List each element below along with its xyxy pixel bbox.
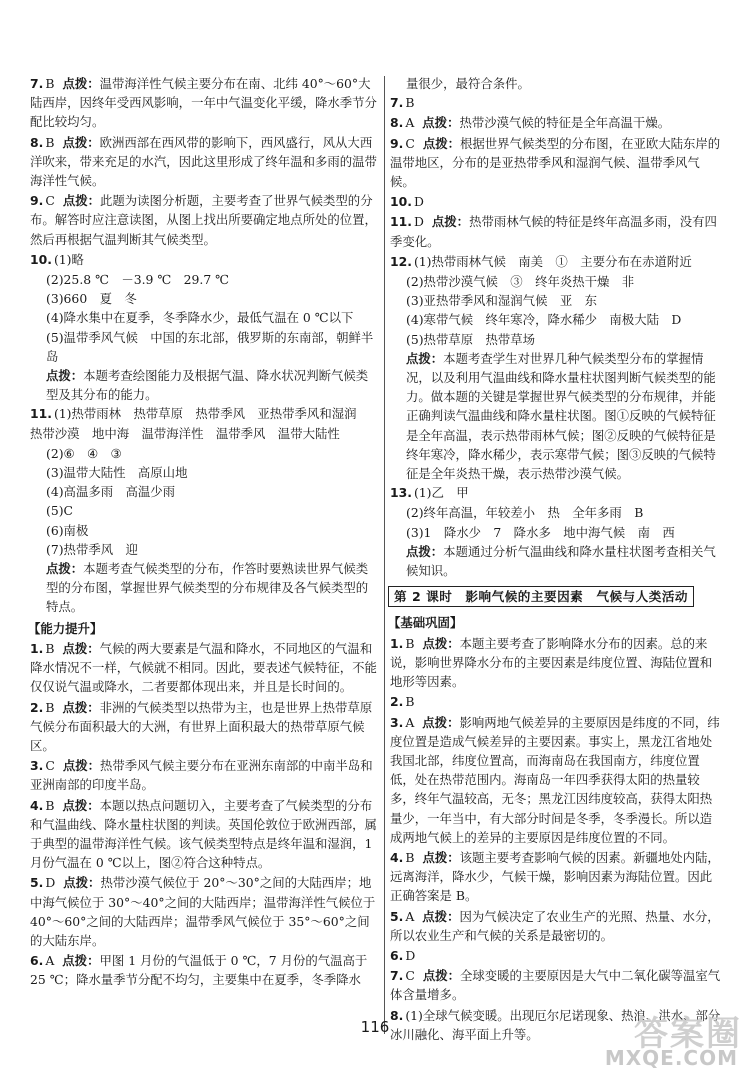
hint-label: 点拨：	[62, 758, 100, 774]
hint-label: 点拨：	[62, 797, 100, 813]
question-number: 3.	[30, 758, 44, 774]
question-number: 3.	[390, 714, 404, 730]
question-number: 13.	[390, 485, 412, 501]
answer-item	[30, 404, 378, 442]
page-number: 116	[360, 1018, 390, 1036]
question-number: 7.	[390, 968, 404, 984]
sub-answer: (5)热带草原 热带草场	[406, 331, 536, 347]
question-number: 5.	[390, 908, 404, 924]
hint-paragraph	[390, 542, 724, 580]
question-number: 1.	[30, 640, 44, 656]
question-number: 6.	[390, 947, 404, 963]
answer-item	[390, 192, 724, 211]
question-number: 10.	[390, 194, 412, 210]
answer-item	[390, 634, 724, 692]
answer-item	[30, 133, 378, 191]
answer-choice: D	[45, 875, 56, 891]
explanation-text: 甲图 1 月份的气温低于 0 ℃，7 月份的气温高于 25 ℃；降水量季节分配不均匀，主要集中在夏季，冬季降水	[30, 953, 368, 988]
hint-label: 点拨：	[62, 134, 100, 150]
question-number: 8.	[390, 1007, 404, 1023]
question-number: 11.	[30, 406, 52, 422]
answer-choice: C	[405, 135, 415, 151]
hint-label: 点拨：	[63, 875, 101, 891]
answer-choice: D	[413, 194, 424, 210]
answer-choice: A	[405, 115, 415, 131]
answer-choice: B	[405, 849, 415, 865]
answer-choice: A	[405, 908, 415, 924]
hint-label: 点拨：	[422, 714, 460, 730]
answer-choice: B	[45, 640, 55, 656]
question-number: 12.	[390, 253, 412, 269]
sub-answer: (2)热带沙漠气候 ③ 终年炎热干燥 非	[406, 274, 635, 290]
hint-label: 点拨：	[62, 76, 100, 91]
explanation-text: 热带沙漠气候位于 20°～30°之间的大陆西岸；地中海气候位于 30°～40°之间的大陆西岸；温带海洋性气候位于 40°～60°之间的大陆西岸；温带季风气候位于 35°～60°之间的大陆东岸。	[30, 875, 376, 948]
answer-item	[30, 756, 378, 794]
hint-label: 点拨：	[62, 699, 100, 715]
hint-label: 点拨：	[422, 968, 460, 984]
question-number: 5.	[30, 875, 44, 891]
question-number: 8.	[390, 115, 404, 131]
explanation-text: 本题通过分析气温曲线和降水量柱状图考查相关气候知识。	[406, 543, 716, 579]
explanation-text: 热带雨林气候的特征是终年高温多雨，没有四季变化。	[390, 214, 717, 249]
sub-answer: (5)温带季风气候 中国的东北部，俄罗斯的东南部，朝鲜半岛	[46, 329, 374, 364]
explanation-text: 此题为读图分析题，主要考查了世界气候类型的分布。解答时应注意读图，从图上找出所要确定地点所处的位置，然后再根据气温判断其气候类型。	[30, 193, 377, 247]
question-number: 10.	[30, 251, 52, 267]
answer-choice: A	[45, 953, 55, 969]
answer-item	[30, 74, 378, 132]
answer-item	[390, 113, 724, 132]
hint-label: 点拨：	[46, 561, 84, 577]
answer-choice: D	[413, 214, 424, 230]
answer-choice: (1)热带雨林气候 南美 ① 主要分布在赤道附近	[413, 253, 692, 269]
question-number: 1.	[390, 635, 404, 651]
explanation-text: 全球变暖的主要原因是大气中二氧化碳等温室气体含量增多。	[390, 968, 721, 1003]
answer-choice: (1)略	[53, 251, 84, 267]
explanation-text: 气候的两大要素是气温和降水，不同地区的气温和降水情况不一样，气候就不相同。因此，要表述气候特征，不能仅仅说气温或降水，二者要都体现出来，并且是长时间的。	[30, 640, 377, 695]
continued-text: 量很少，最符合条件。	[406, 76, 530, 91]
hint-label: 点拨：	[422, 635, 460, 651]
question-number: 7.	[30, 76, 44, 91]
answer-item	[390, 966, 724, 1004]
question-number: 4.	[390, 849, 404, 865]
answer-item	[390, 212, 724, 250]
hint-paragraph	[30, 366, 378, 404]
watermark-url: MXQE.COM	[604, 1046, 738, 1070]
hint-label: 点拨：	[62, 953, 100, 969]
sub-answer: (7)热带季风 迎	[46, 541, 138, 557]
answer-choice: D	[405, 947, 416, 963]
sub-answer: (4)高温多雨 高温少雨	[46, 484, 176, 500]
answer-item	[30, 250, 378, 269]
answer-choice: B	[405, 635, 415, 651]
hint-label: 点拨：	[422, 908, 460, 924]
explanation-text: 根据世界气候类型的分布图，在亚欧大陆东岸的温带地区，分布的是亚热带季风和湿润气候、温带季风气候。	[390, 135, 721, 190]
explanation-text: 非洲的气候类型以热带为主，也是世界上热带草原气候分布面积最大的大洲，有世界上面积最大的热带草原气候区。	[30, 699, 373, 753]
explanation-text: 热带季风气候主要分布在亚洲东南部的中南半岛和亚洲南部的印度半岛。	[30, 758, 373, 793]
sub-answer: (4)寒带气候 终年寒冷，降水稀少 南极大陆 D	[406, 312, 682, 328]
hint-label: 点拨：	[46, 368, 84, 384]
explanation-text: 本题考查气候类型的分布，作答时要熟读世界气候类型的分布图，掌握世界气候类型的分布规律及各气候类型的特点。	[46, 561, 369, 615]
hint-label: 点拨：	[406, 350, 444, 366]
right-column	[390, 74, 724, 1045]
answer-item	[390, 848, 724, 906]
hint-paragraph	[390, 349, 724, 483]
answer-choice: B	[45, 76, 55, 91]
explanation-text: 该题主要考查影响气候的因素。新疆地处内陆，远离海洋，降水少，气候干燥，影响因素为海陆位置。因此正确答案是 B。	[390, 849, 720, 904]
answer-item	[30, 873, 378, 950]
answer-item	[390, 946, 724, 965]
answer-choice: C	[45, 758, 55, 774]
sub-answer: (3)温带大陆性 高原山地	[46, 465, 188, 481]
question-number: 6.	[30, 953, 44, 969]
sub-answer: (2)⑥ ④ ③	[46, 445, 122, 461]
answer-item	[390, 907, 724, 945]
answer-item	[30, 191, 378, 249]
hint-label: 点拨：	[62, 193, 100, 209]
explanation-text: 热带沙漠气候的特征是全年高温干燥。	[459, 115, 671, 131]
hint-label: 点拨：	[422, 849, 460, 865]
watermark-logo	[592, 1006, 742, 1072]
answer-item	[390, 252, 724, 271]
answer-choice: B	[405, 95, 415, 111]
sub-answer: (5)C	[46, 503, 74, 519]
answer-choice: B	[45, 134, 55, 150]
left-column	[30, 74, 378, 991]
answer-item	[390, 692, 724, 711]
explanation-text: 欧洲西部在西风带的影响下，西风盛行，风从大西洋吹来，带来充足的水汽，因此这里形成了终年温和多雨的温带海洋性气候。	[30, 134, 377, 189]
explanation-text: 因为气候决定了农业生产的光照、热量、水分，所以农业生产和气候的关系是最密切的。	[390, 908, 720, 943]
section-heading: 【基础巩固】	[388, 615, 463, 631]
sub-answer: (3)660 夏 冬	[46, 291, 137, 307]
hint-paragraph	[30, 559, 378, 617]
question-number: 2.	[390, 694, 404, 710]
explanation-text: 本题以热点问题切入，主要考查了气候类型的分布和气温曲线、降水量柱状图的判读。英国伦敦位于欧洲西部，属于典型的温带海洋性气候。该气候类型特点是终年温和湿润，1月份气温在 0 ℃以上，图②符合这种特点。	[30, 797, 377, 871]
answer-item	[390, 93, 724, 112]
sub-answer: (4)降水集中在夏季，冬季降水少，最低气温在 0 ℃以下	[46, 310, 354, 326]
answer-item	[390, 134, 724, 192]
section-heading: 【能力提升】	[28, 620, 103, 636]
hint-label: 点拨：	[62, 640, 100, 656]
answer-item	[390, 713, 724, 847]
explanation-text: 影响两地气候差异的主要原因是纬度的不同，纬度位置是造成气候差异的主要因素。事实上，黑龙江省地处我国北部，纬度位置高，而海南岛在我国南方，纬度位置低，处在热带范围内。海南岛一年四季获得太阳的热量较多，终年气温较高，无冬；黑龙江因纬度较高，获得太阳热量少，一年当中，有大部分时间是冬季，冬季漫长。所以造成两地气候上的差异的主要原因是纬度位置的不同。	[390, 714, 720, 845]
answer-choice: (1)全球气候变暖。出现厄尔尼诺现象、热浪、洪水、部分冰川融化、海平面上升等。	[390, 1007, 721, 1042]
answer-item	[390, 483, 724, 502]
explanation-text: 温带海洋性气候主要分布在南、北纬 40°～60°大陆西岸，因终年受西风影响，一年中气温变化平缓，降水季节分配比较均匀。	[30, 76, 377, 130]
answer-item	[30, 951, 378, 989]
answer-choice: A	[405, 714, 415, 730]
answer-choice: C	[405, 968, 415, 984]
sub-answer: (2)终年高温，年较差小 热 全年多雨 B	[406, 505, 644, 521]
hint-label: 点拨：	[406, 543, 444, 559]
question-number: 11.	[390, 214, 412, 230]
column-divider	[384, 76, 385, 1034]
answer-choice: (1)热带雨林 热带草原 热带季风 亚热带季风和湿润 热带沙漠 地中海 温带海洋性 温带季风 温带大陆性	[30, 406, 369, 441]
answer-choice: C	[45, 193, 55, 209]
question-number: 8.	[30, 134, 44, 150]
explanation-text: 本题考查绘图能力及根据气温、降水状况判断气候类型及其分布的能力。	[46, 368, 369, 403]
answer-item	[30, 639, 378, 697]
hint-label: 点拨：	[422, 135, 460, 151]
hint-label: 点拨：	[431, 214, 470, 230]
question-number: 9.	[30, 193, 44, 209]
answer-choice: B	[405, 694, 415, 710]
question-number: 4.	[30, 797, 44, 813]
answer-item	[30, 796, 378, 873]
sub-answer: (2)25.8 ℃ －3.9 ℃ 29.7 ℃	[46, 272, 230, 288]
answer-item	[30, 698, 378, 756]
sub-answer: (3)1 降水少 7 降水多 地中海气候 南 西	[406, 524, 675, 540]
sub-answer: (6)南极	[46, 522, 89, 538]
answer-choice: (1)乙 甲	[413, 485, 469, 501]
explanation-text: 本题考查学生对世界几种气候类型分布的掌握情况，以及利用气温曲线和降水量柱状图判断气候类型的能力。做本题的关键是掌握世界气候类型的分布规律，并能正确判读气温曲线和降水量柱状图。图①反映的气候特征是全年高温，表示热带雨林气候；图②反映的气候特征是终年寒冷，降水稀少，表示寒带气候；图③反映的气候特征是全年炎热干燥，表示热带沙漠气候。	[406, 350, 716, 482]
hint-label: 点拨：	[422, 115, 460, 131]
answer-choice: B	[45, 797, 55, 813]
explanation-text: 本题主要考查了影响降水分布的因素。总的来说，影响世界降水分布的主要因素是纬度位置、海陆位置和地形等因素。	[390, 635, 713, 690]
question-number: 9.	[390, 135, 404, 151]
watermark-text: 答案圈	[634, 1014, 742, 1054]
question-number: 7.	[390, 95, 404, 111]
sub-answer: (3)亚热带季风和湿润气候 亚 东	[406, 293, 598, 309]
question-number: 2.	[30, 699, 44, 715]
lesson-title: 第 2 课时 影响气候的主要因素 气候与人类活动	[388, 586, 694, 607]
answer-choice: B	[45, 699, 55, 715]
